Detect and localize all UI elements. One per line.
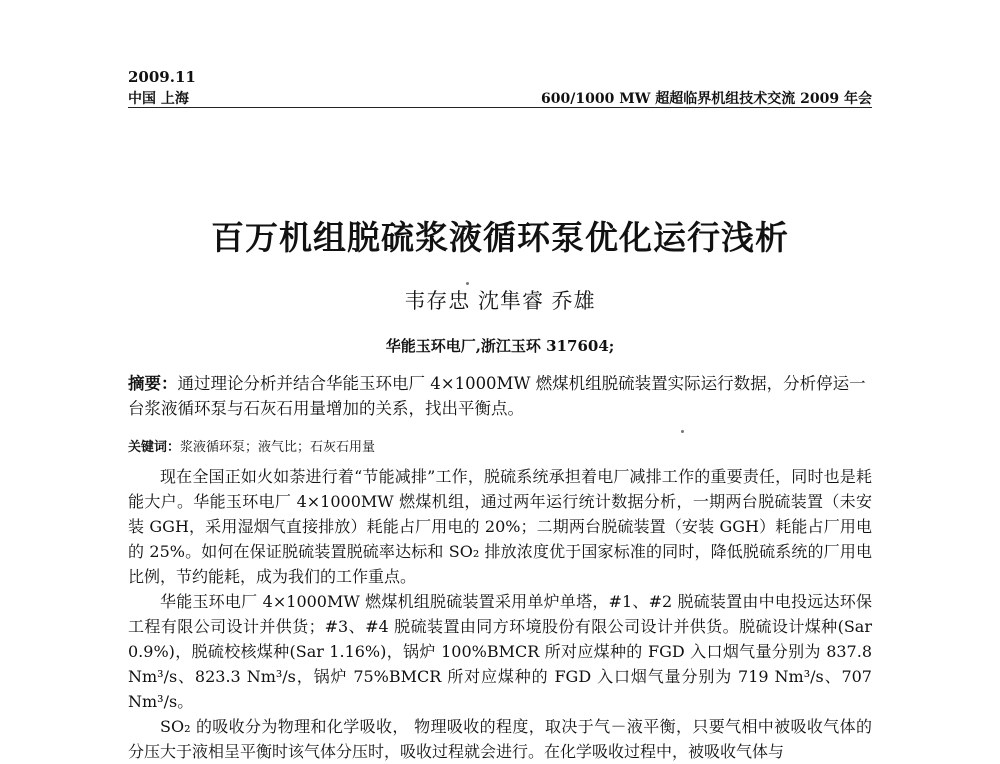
authors: 韦存忠 沈隼睿 乔雄: [404, 289, 596, 313]
abstract: [128, 371, 872, 421]
body-text: [128, 464, 872, 764]
keywords-text: 浆液循环泵；液气比；石灰石用量: [180, 440, 376, 455]
keywords: [128, 436, 872, 455]
keywords-label: 关键词：: [128, 440, 181, 455]
abstract-text: 通过理论分析并结合华能玉环电厂 4×1000MW 燃煤机组脱硫装置实际运行数据，分析停运一台浆液循环泵与石灰石用量增加的关系，找出平衡点。: [128, 374, 866, 418]
scan-dot: [681, 430, 684, 433]
body-paragraph: 现在全国正如火如荼进行着“节能减排”工作，脱硫系统承担着电厂减排工作的重要责任，同时也是耗能大户。华能玉环电厂 4×1000MW 燃煤机组，通过两年运行统计数据分析，一期两台脱硫装置（未安装 GGH，采用湿烟气直接排放）耗能占厂用电的 20%；二期两台脱硫装置（安装 GGH）耗能占厂用电的 25%。如何在保证脱硫装置脱硫率达标和 SO₂ 排放浓度优于国家标准的同时，降低脱硫系统的厂用电比例，节约能耗，成为我们的工作重点。: [128, 467, 872, 586]
header-date: 2009.11: [128, 68, 196, 86]
paper-title: 百万机组脱硫浆液循环泵优化运行浅析: [211, 218, 789, 257]
affiliation: 华能玉环电厂,浙江玉环 317604;: [385, 337, 615, 355]
body-paragraph: 华能玉环电厂 4×1000MW 燃煤机组脱硫装置采用单炉单塔，#1、#2 脱硫装置由中电投远达环保工程有限公司设计并供货；#3、#4 脱硫装置由同方环境股份有限公司设计并供货。脱硫设计煤种(Sar 0.9%)，脱硫校核煤种(Sar 1.16%)，锅炉 100%BMCR 所对应煤种的 FGD 入口烟气量分别为 837.8 Nm³/s、823.3 Nm³/s，锅炉 75%BMCR 所对应煤种的 FGD 入口烟气量分别为 719 Nm³/s、707 Nm³/s。: [128, 592, 872, 711]
header-place: 中国 上海: [128, 91, 189, 107]
body-paragraph: SO₂ 的吸收分为物理和化学吸收， 物理吸收的程度，取决于气－液平衡，只要气相中被吸收气体的分压大于液相呈平衡时该气体分压时，吸收过程就会进行。在化学吸收过程中，被吸收气体与: [128, 717, 872, 761]
header-conference: 600/1000 MW 超超临界机组技术交流 2009 年会: [541, 91, 872, 107]
abstract-label: 摘要：: [128, 374, 178, 393]
header-rule: [128, 107, 872, 108]
